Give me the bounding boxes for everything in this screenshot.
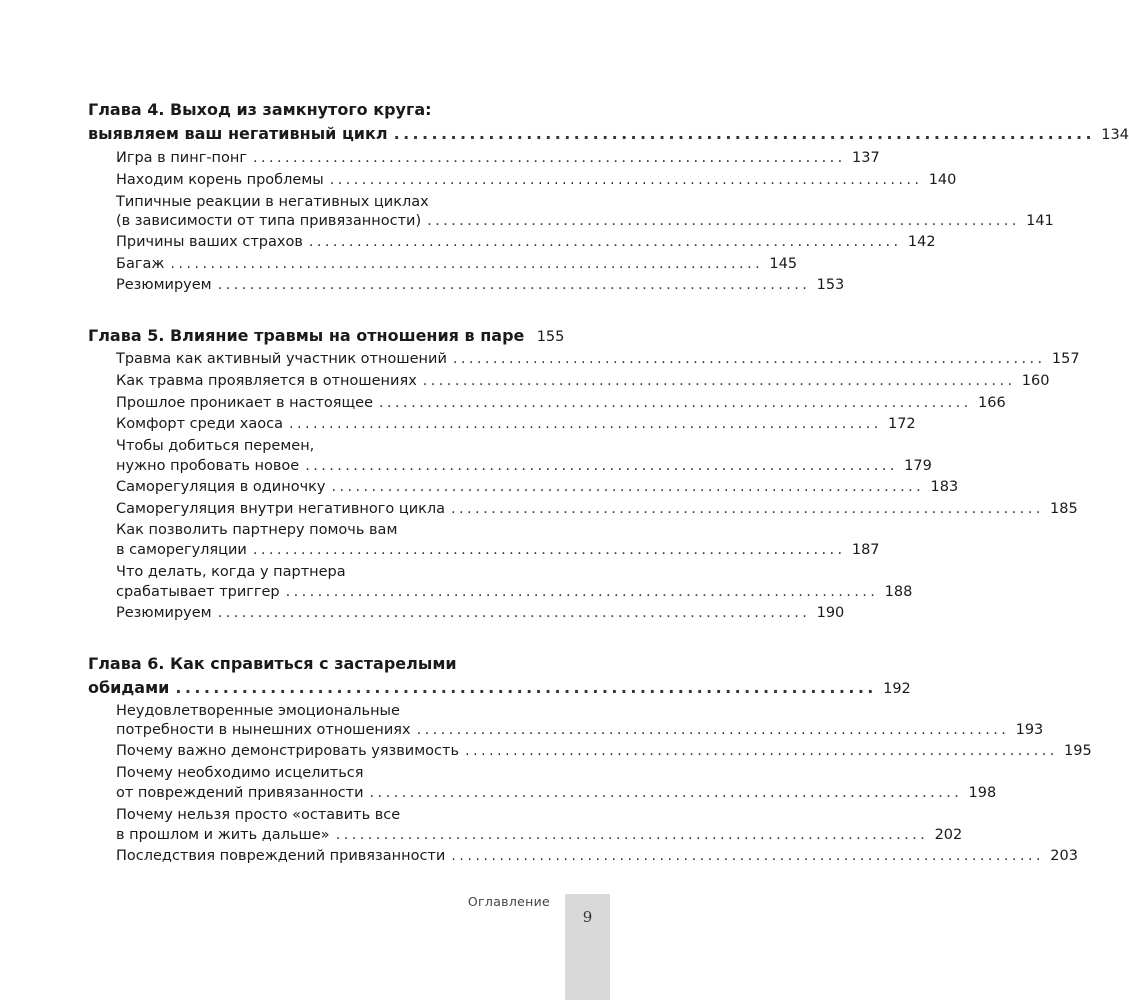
page-number: 134 [1101, 127, 1129, 143]
page-number: 187 [851, 542, 880, 558]
toc-entry-line1[interactable] [116, 519, 550, 541]
entry-title: Игра в пинг-понг [116, 150, 248, 166]
chapter-6-title-line1 [88, 653, 550, 675]
leader-dots: .......................................................................... [422, 373, 1016, 389]
entry-title: Саморегуляция в одиночку [116, 479, 326, 495]
leader-dots: .......................................................................... [288, 416, 882, 432]
chapter-4-title-line1 [88, 99, 550, 121]
leader-dots: .......................................................................... [175, 678, 877, 697]
page-number: 141 [1026, 213, 1054, 229]
toc-entry[interactable] [116, 719, 1044, 741]
leader-dots: .......................................................................... [305, 458, 898, 474]
page-number: 183 [930, 479, 959, 495]
entry-title: в прошлом и жить дальше» [116, 827, 330, 843]
entry-title: Почему важно демонстрировать уязвимость [116, 743, 459, 759]
toc-entry[interactable] [116, 581, 913, 603]
toc-entry[interactable] [116, 455, 932, 477]
toc-entry[interactable] [116, 845, 1078, 867]
leader-dots: .......................................................................... [379, 395, 972, 411]
entry-title: потребности в нынешних отношениях [116, 722, 411, 738]
leader-dots: .......................................................................... [451, 501, 1044, 517]
leader-dots: .......................................................................... [252, 542, 846, 558]
chapter-4-title-line2[interactable] [88, 123, 1129, 145]
leader-dots: .......................................................................... [416, 722, 1010, 738]
entry-title: Последствия повреждений привязанности [116, 848, 446, 864]
toc-entry[interactable] [116, 476, 959, 498]
toc-entry[interactable] [116, 231, 936, 253]
toc-entry-line1[interactable] [116, 762, 550, 784]
page-number: 185 [1050, 501, 1078, 517]
entry-title: Почему необходимо исцелиться [116, 765, 364, 781]
toc-entry[interactable] [116, 539, 880, 561]
entry-title: Резюмируем [116, 277, 212, 293]
leader-dots: .......................................................................... [452, 351, 1046, 367]
page-number: 157 [1051, 351, 1080, 367]
toc-entry[interactable] [116, 824, 963, 846]
leader-dots: .......................................................................... [335, 827, 929, 843]
entry-title: Багаж [116, 256, 165, 272]
page-number: 155 [536, 329, 565, 345]
entry-title: Чтобы добиться перемен, [116, 438, 315, 454]
toc-entry[interactable] [116, 413, 916, 435]
page-number: 137 [852, 150, 880, 166]
page-number: 198 [968, 785, 997, 801]
page-number: 145 [769, 256, 798, 272]
chapter-title-text: Глава 4. Выход из замкнутого круга: [88, 100, 432, 119]
page-number: 192 [883, 681, 911, 697]
chapter-title-text: выявляем ваш негативный цикл [88, 124, 388, 143]
page-number: 160 [1021, 373, 1050, 389]
entry-title: Находим корень проблемы [116, 172, 324, 188]
page-number: 188 [884, 584, 913, 600]
leader-dots: .......................................................................... [465, 743, 1058, 759]
folio-page-number: 9 [582, 908, 593, 926]
entry-title: Причины ваших страхов [116, 234, 303, 250]
entry-title: (в зависимости от типа привязанности) [116, 213, 422, 229]
leader-dots: .......................................................................... [369, 785, 963, 801]
leader-dots: .......................................................................... [217, 605, 811, 621]
chapter-5-title[interactable] [88, 325, 565, 347]
chapter-title-text: обидами [88, 678, 170, 697]
entry-title: Саморегуляция внутри негативного цикла [116, 501, 446, 517]
entry-title: Травма как активный участник отношений [116, 351, 447, 367]
toc-entry[interactable] [116, 602, 845, 624]
chapter-title-text: Глава 6. Как справиться с застарелыми [88, 654, 457, 673]
page-number: 172 [887, 416, 916, 432]
page-number: 166 [978, 395, 1006, 411]
entry-title: в саморегуляции [116, 542, 247, 558]
toc-entry[interactable] [116, 740, 1092, 762]
page-number: 142 [907, 234, 936, 250]
entry-title: Неудовлетворенные эмоциональные [116, 703, 400, 719]
toc-entry[interactable] [116, 169, 957, 191]
leader-dots: .......................................................................... [427, 213, 1020, 229]
chapter-title-text: Глава 5. Влияние травмы на отношения в паре [88, 326, 525, 345]
leader-dots: .......................................................................... [451, 848, 1044, 864]
toc-entry[interactable] [116, 253, 798, 275]
toc-entry[interactable] [116, 782, 997, 804]
toc-entry[interactable] [116, 370, 1050, 392]
entry-title: Резюмируем [116, 605, 212, 621]
toc-entry-line1[interactable] [116, 435, 550, 457]
toc-entry[interactable] [116, 147, 880, 169]
toc-entry-line1[interactable] [116, 804, 550, 826]
toc-entry[interactable] [116, 210, 1054, 232]
leader-dots: .......................................................................... [253, 150, 846, 166]
chapter-6-title-line2[interactable] [88, 677, 911, 699]
toc-entry[interactable] [116, 348, 1080, 370]
entry-title: Прошлое проникает в настоящее [116, 395, 374, 411]
running-footer-section: Оглавление [467, 894, 550, 909]
entry-title: Как позволить партнеру помочь вам [116, 522, 398, 538]
toc-entry[interactable] [116, 274, 845, 296]
entry-title: Что делать, когда у партнера [116, 564, 346, 580]
leader-dots: .......................................................................... [331, 479, 925, 495]
toc-entry[interactable] [116, 392, 1006, 414]
page-number-tab [565, 894, 610, 1000]
page-number: 140 [928, 172, 957, 188]
leader-dots: .......................................................................... [170, 256, 764, 272]
entry-title: Почему нельзя просто «оставить все [116, 807, 401, 823]
leader-dots: .......................................................................... [285, 584, 879, 600]
entry-title: от повреждений привязанности [116, 785, 364, 801]
toc-entry-line1[interactable] [116, 561, 550, 583]
page-number: 195 [1064, 743, 1092, 759]
page-number: 190 [816, 605, 845, 621]
entry-title: нужно пробовать новое [116, 458, 300, 474]
page-number: 153 [816, 277, 845, 293]
page-number: 193 [1015, 722, 1044, 738]
page-number: 179 [904, 458, 932, 474]
entry-title: срабатывает триггер [116, 584, 280, 600]
leader-dots: .......................................................................... [308, 234, 902, 250]
leader-dots: .......................................................................... [329, 172, 923, 188]
entry-title: Типичные реакции в негативных циклах [116, 194, 429, 210]
entry-title: Как травма проявляется в отношениях [116, 373, 417, 389]
page-number: 203 [1050, 848, 1078, 864]
page-number: 202 [934, 827, 963, 843]
leader-dots: .......................................................................... [217, 277, 811, 293]
entry-title: Комфорт среди хаоса [116, 416, 283, 432]
leader-dots: .......................................................................... [393, 124, 1095, 143]
toc-entry[interactable] [116, 498, 1078, 520]
